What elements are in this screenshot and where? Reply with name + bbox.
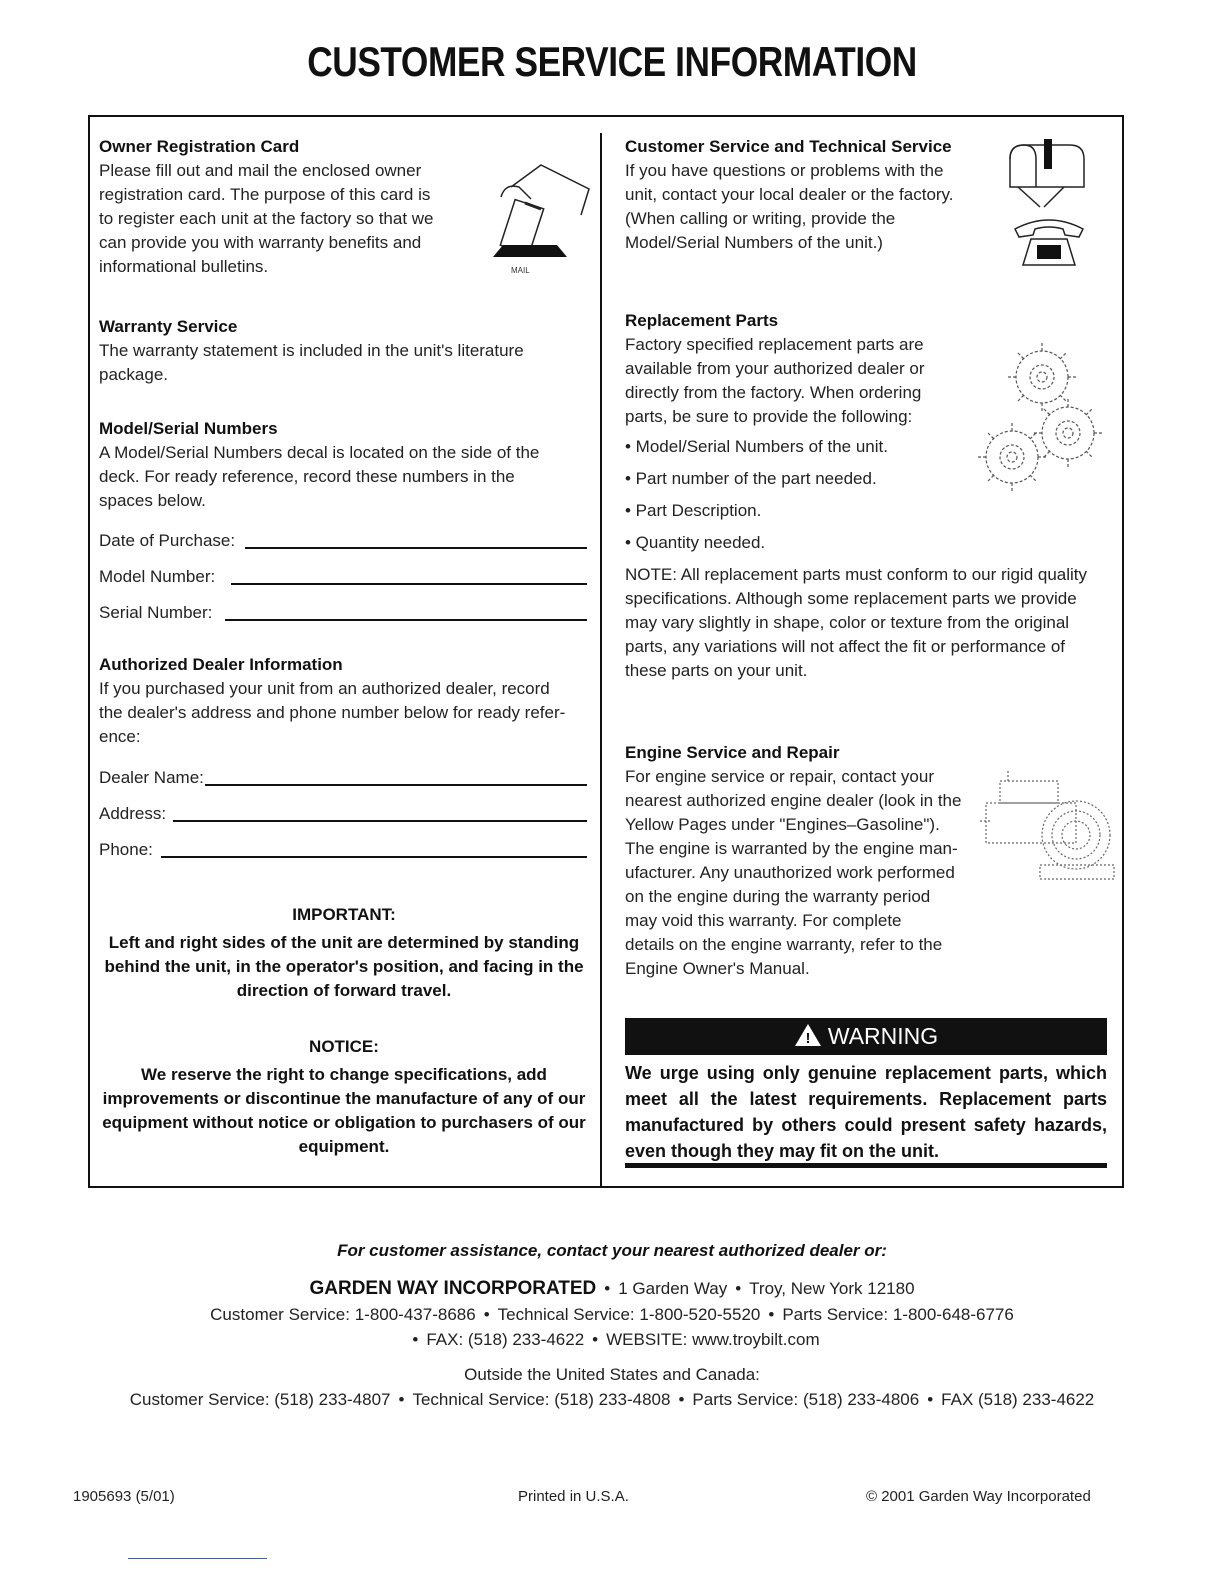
list-item: • Quantity needed.: [625, 533, 766, 552]
document-id: 1905693 (5/01): [73, 1488, 175, 1505]
phone-line: Customer Service: 1-800-437-8686 • Technical Service: 1-800-520-5520 • Parts Service: 1-800-648-6776: [210, 1305, 1014, 1324]
date-of-purchase-field[interactable]: Date of Purchase:: [99, 529, 587, 553]
engine-heading: Engine Service and Repair: [625, 743, 840, 762]
engine-section: Engine Service and Repair For engine service or repair, contact your nearest authorized engine dealer (look in the Yellow Pages under "Engines–Gasoline"). The engine is warranted by the engine man- ufacturer. Any unauthorized work performed on the engine during the warranty period may void this warranty. For complete details on the engine warranty, refer to the Engine Owner's Manual.: [625, 741, 1118, 981]
dealer-name-field[interactable]: Dealer Name:: [99, 766, 587, 790]
page-title: CUSTOMER SERVICE INFORMATION: [307, 38, 917, 85]
warranty-text: The warranty statement is included in the unit's literature package.: [99, 341, 524, 384]
mail-label: MAIL: [511, 266, 530, 275]
mailbox-icon: [1000, 139, 1100, 209]
column-divider: [600, 133, 602, 1188]
model-serial-section: [99, 417, 589, 513]
warning-banner: [625, 1018, 1107, 1055]
owner-registration-heading: Owner Registration Card: [99, 137, 300, 156]
gears-icon: [970, 329, 1120, 499]
warning-triangle-icon: [794, 1023, 822, 1047]
replacement-parts-section: Replacement Parts Factory specified replacement parts are available from your authorized dealer or directly from the factory. When ordering parts, be sure to provide the following: • Model/Serial Numbers of the unit. • Part number of the part needed. • Part Description. • Quantity needed. NOTE: All replacement parts must conform to our rigid quality specifications. Although some replacement parts we provide may vary slightly in shape, color or texture from the original parts, any variations will not affect the fit or performance of these parts on your unit.: [625, 309, 1118, 683]
warning-label: WARNING: [827, 1023, 939, 1049]
customer-assistance-line: For customer assistance, contact your nearest authorized dealer or:: [337, 1241, 887, 1260]
company-name: GARDEN WAY INCORPORATED: [309, 1278, 597, 1299]
list-item: • Part number of the part needed.: [625, 469, 877, 488]
dealer-section: [99, 653, 589, 749]
printed-in: Printed in U.S.A.: [518, 1488, 629, 1505]
outside-us-label: Outside the United States and Canada:: [464, 1365, 760, 1384]
notice-title: NOTICE:: [309, 1037, 379, 1056]
warranty-section: [99, 315, 589, 387]
address-field[interactable]: Address:: [99, 802, 587, 826]
important-title: IMPORTANT:: [292, 905, 396, 924]
owner-registration-section: [99, 135, 589, 279]
content-frame: [88, 115, 1124, 1188]
link-underline: [128, 1558, 267, 1559]
notice-block: NOTICE: We reserve the right to change specifications, add improvements or discontinue the manufacture of any of our equipment without notice or obligation to purchasers of our equipment.: [99, 1035, 589, 1159]
owner-registration-text: Please fill out and mail the enclosed owner registration card. The purpose of this card is to register each unit at the factory so that we can provide you with warranty benefits and informational bulletins.: [99, 161, 434, 276]
telephone-icon: [1009, 215, 1089, 267]
replacement-parts-heading: Replacement Parts: [625, 311, 779, 330]
model-number-field[interactable]: Model Number:: [99, 565, 587, 589]
fax-web-line: • FAX: (518) 233-4622 • WEBSITE: www.troybilt.com: [412, 1330, 820, 1349]
model-serial-heading: Model/Serial Numbers: [99, 419, 278, 438]
list-item: • Part Description.: [625, 501, 762, 520]
company-line: GARDEN WAY INCORPORATED • 1 Garden Way • Troy, New York 12180: [309, 1278, 915, 1299]
phone-field[interactable]: Phone:: [99, 838, 587, 862]
customer-service-section: Customer Service and Technical Service If you have questions or problems with the unit, contact your local dealer or the factory. (When calling or writing, provide the Model/Serial Numbers of the unit.): [625, 135, 1118, 255]
outside-phone-line: Customer Service: (518) 233-4807 • Technical Service: (518) 233-4808 • Parts Service: (518) 233-4806 • FAX (518) 233-4622: [129, 1390, 1095, 1409]
warning-text: We urge using only genuine replacement parts, which meet all the latest requirements. Replacement parts manufactured by others could present safety hazards, even though they may fit on the unit.: [625, 1063, 1107, 1161]
mail-card-icon: [471, 157, 591, 277]
dealer-text: If you purchased your unit from an authorized dealer, record the dealer's address and phone number below for ready refer- ence:: [99, 679, 566, 746]
svg-text:!: !: [805, 1030, 811, 1047]
engine-icon: [980, 771, 1120, 891]
website-link[interactable]: WEBSITE: www.troybilt.com: [606, 1330, 820, 1349]
model-serial-text: A Model/Serial Numbers decal is located on the side of the deck. For ready reference, record these numbers in the spaces below.: [99, 443, 540, 510]
list-item: • Model/Serial Numbers of the unit.: [625, 437, 888, 456]
replacement-note: NOTE: All replacement parts must conform to our rigid quality specifications. Although some replacement parts we provide may vary slightly in shape, color or texture from the original parts, any variations will not affect the fit or performance of these parts on your unit.: [625, 565, 1088, 680]
customer-service-heading: Customer Service and Technical Service: [625, 137, 952, 156]
warranty-heading: Warranty Service: [99, 317, 238, 336]
dealer-heading: Authorized Dealer Information: [99, 655, 343, 674]
important-block: IMPORTANT: Left and right sides of the unit are determined by standing behind the unit, in the operator's position, and facing in the direction of forward travel.: [99, 903, 589, 1003]
warning-rule: [625, 1163, 1107, 1168]
serial-number-field[interactable]: Serial Number:: [99, 601, 587, 625]
copyright: © 2001 Garden Way Incorporated: [866, 1488, 1091, 1505]
